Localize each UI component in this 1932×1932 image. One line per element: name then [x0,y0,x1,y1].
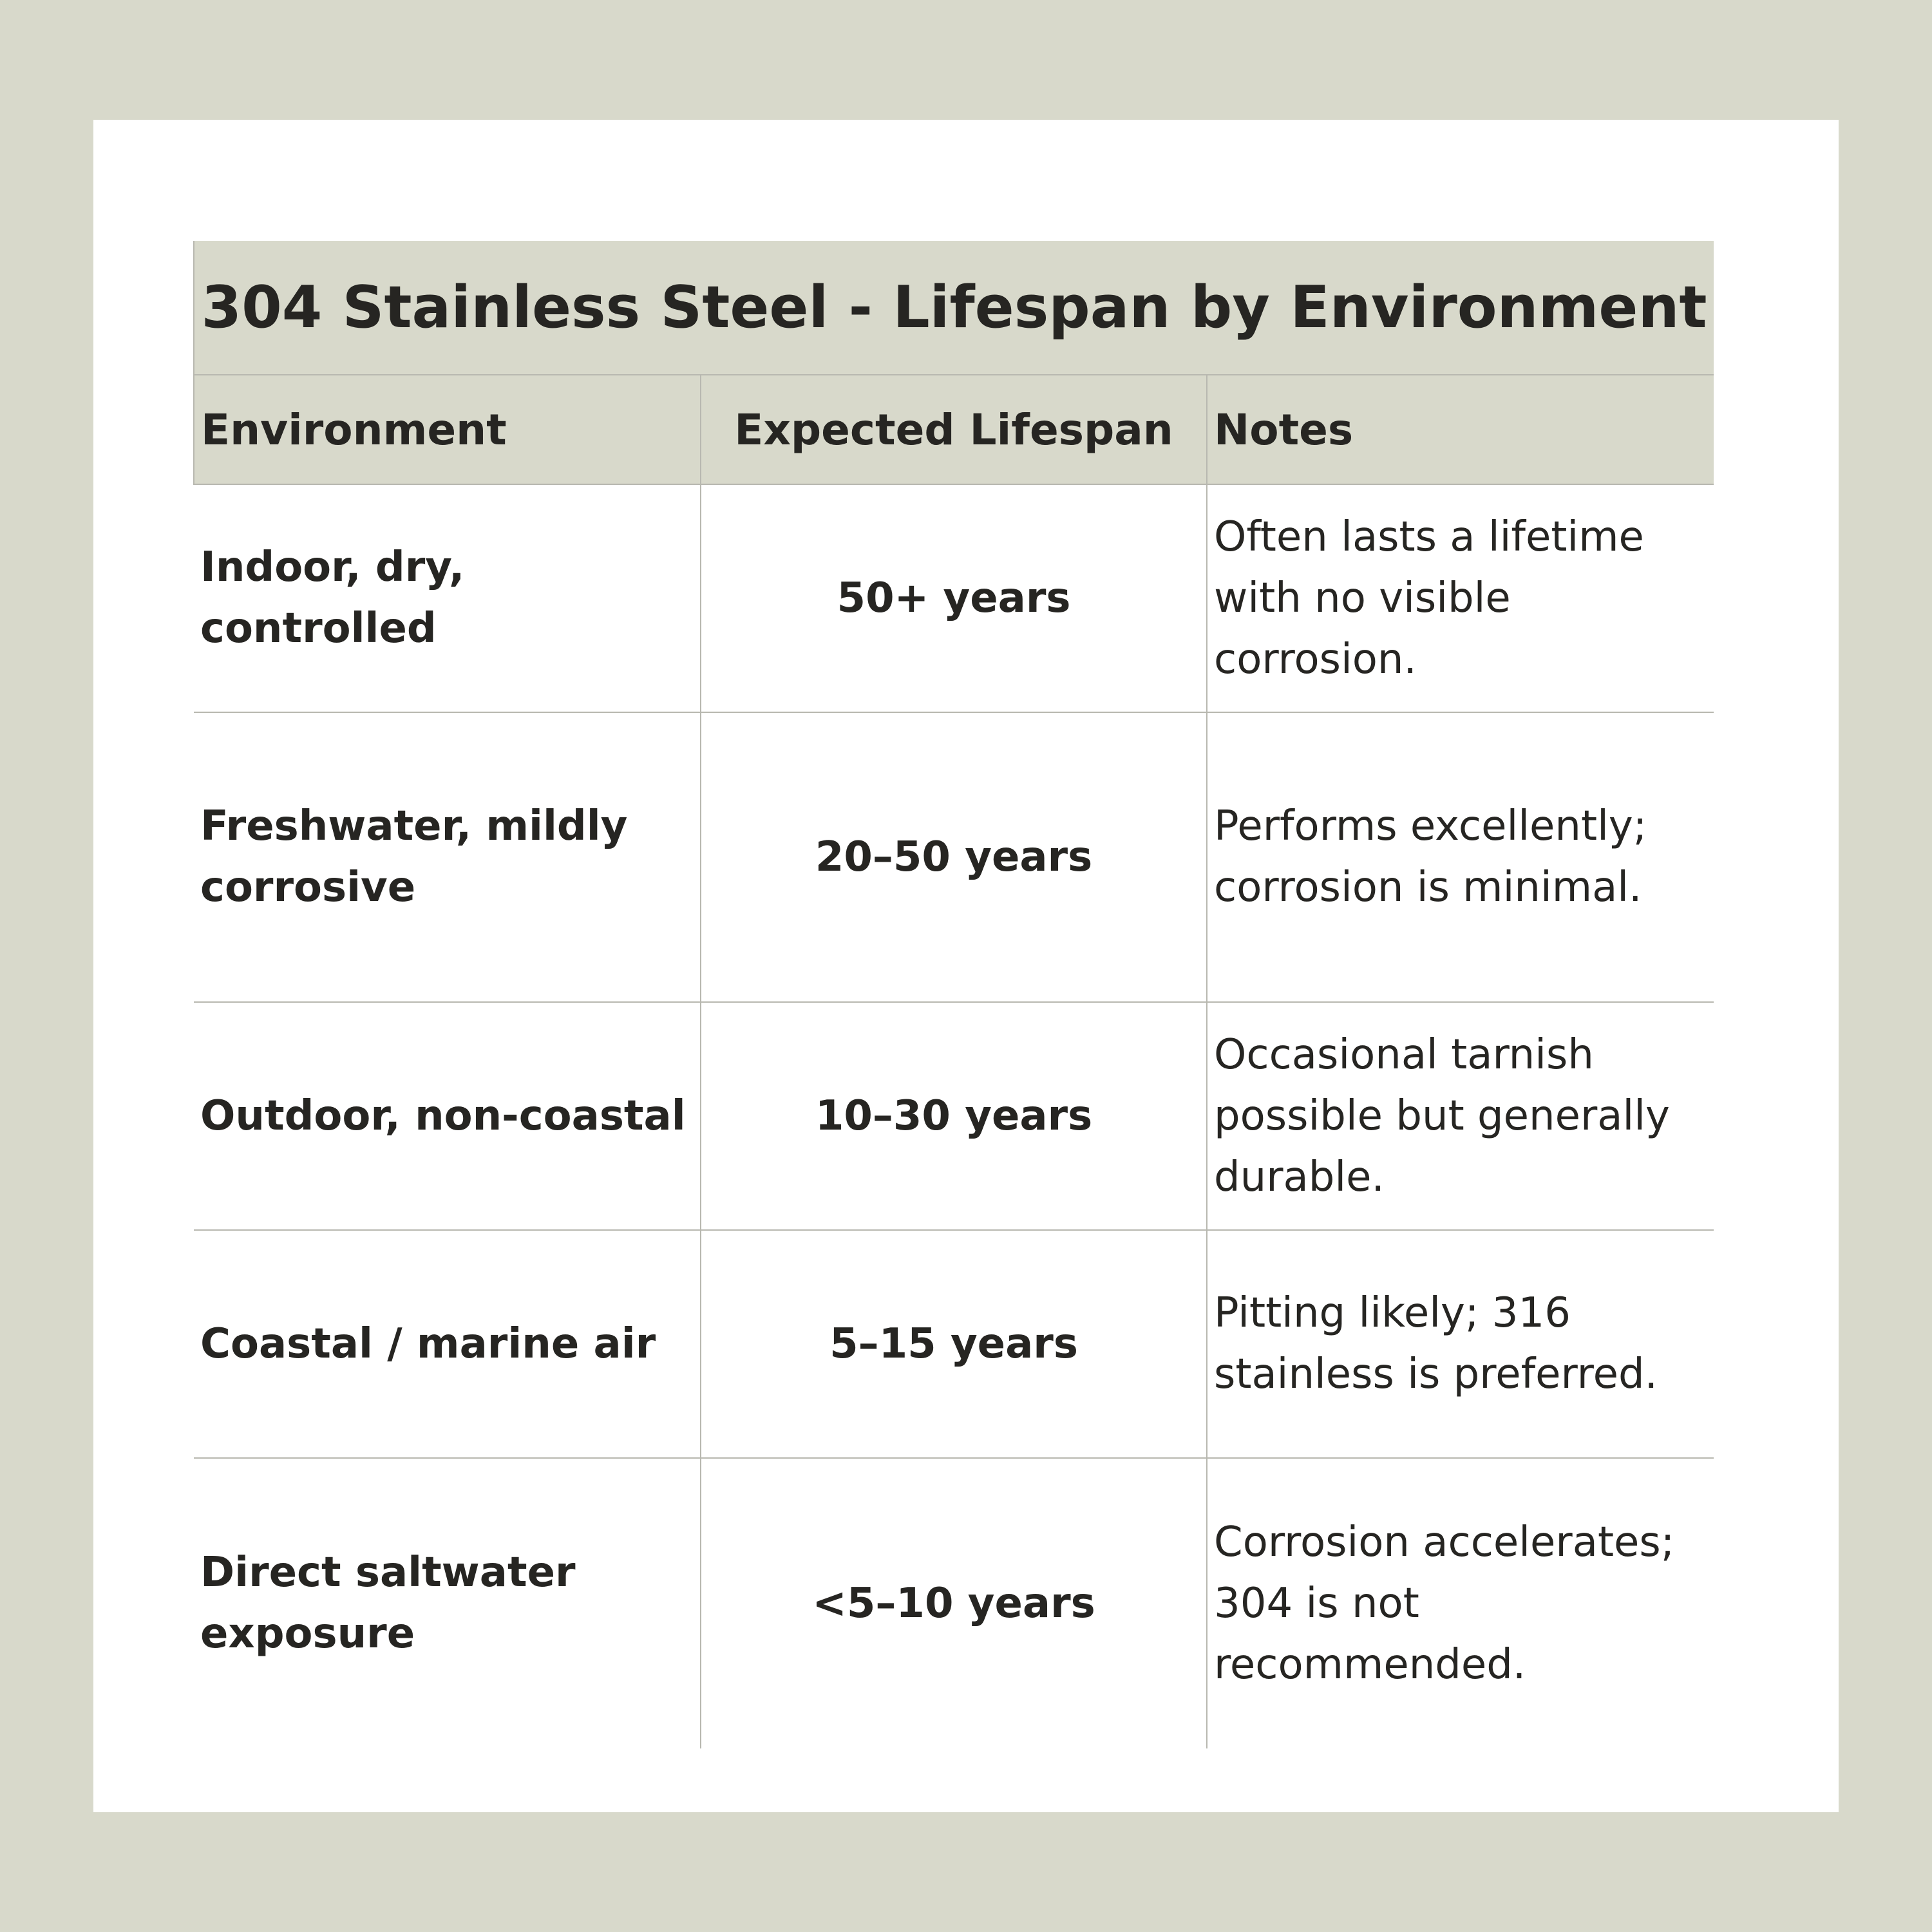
column-header-notes: Notes [1207,375,1714,484]
lifespan-cell: <5–10 years [701,1458,1207,1748]
environment-cell: Freshwater, mildly corrosive [194,712,701,1002]
environment-cell: Outdoor, non-coastal [194,1002,701,1230]
content-card [93,120,1839,1812]
notes-cell: Pitting likely; 316 stainless is preferred. [1207,1230,1714,1458]
environment-cell: Coastal / marine air [194,1230,701,1458]
notes-cell: Performs excellently; corrosion is minimal. [1207,712,1714,1002]
table-row [194,1002,1714,1230]
notes-cell: Occasional tarnish possible but generally durable. [1207,1002,1714,1230]
table-row [194,484,1714,712]
lifespan-cell: 50+ years [701,484,1207,712]
notes-cell: Often lasts a lifetime with no visible corrosion. [1207,484,1714,712]
table-title-row [194,241,1714,375]
lifespan-table [193,241,1714,1748]
table-row [194,1230,1714,1458]
environment-cell: Direct saltwater exposure [200,1549,576,1658]
table-row [194,712,1714,1002]
lifespan-cell: 5–15 years [701,1230,1207,1458]
lifespan-cell: 20–50 years [701,712,1207,1002]
notes-cell: Corrosion accelerates; 304 is not recommended. [1207,1458,1714,1748]
table-header-row [194,375,1714,484]
column-header-expected-lifespan: Expected Lifespan [701,375,1207,484]
lifespan-cell: 10–30 years [701,1002,1207,1230]
environment-cell: Indoor, dry, controlled [194,484,701,712]
table-row [194,1458,1714,1748]
table-title: 304 Stainless Steel - Lifespan by Environment [194,241,1714,375]
column-header-environment: Environment [194,375,701,484]
